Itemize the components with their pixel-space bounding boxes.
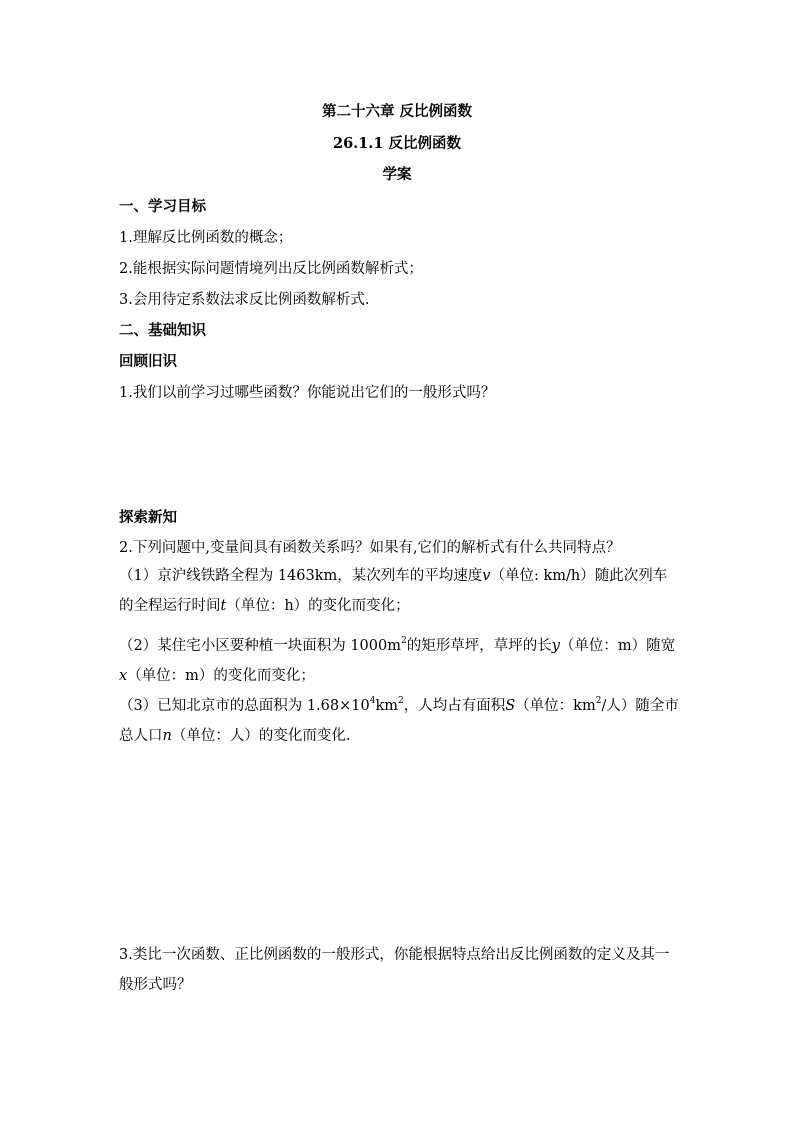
goal-item-1: 1.理解反比例函数的概念；	[119, 230, 293, 246]
question-2-part-3: （3）已知北京市的总面积为 $1.68\times 10^4km^2$，人均占有面积S（单位：$km^2/$人）随全市总人口n（单位：人）的变化而变化.	[119, 696, 679, 744]
goal-item-3: 3.会用待定系数法求反比例函数解析式.	[119, 292, 370, 308]
question-2-intro: 2.下列问题中,变量间具有函数关系吗？如果有,它们的解析式有什么共同特点？	[119, 540, 621, 556]
basics-heading: 二、基础知识	[119, 322, 206, 339]
explore-heading: 探索新知	[119, 509, 177, 526]
goal-item-2: 2.能根据实际问题情境列出反比例函数解析式；	[119, 261, 423, 277]
doc-type-title: 学案	[382, 166, 412, 183]
question-2-part-1: （1）京沪线铁路全程为 1463km，某次列车的平均速度v（单位: km/h）随此次列车的全程运行时间t（单位：h）的变化而变化；	[119, 568, 668, 614]
question-3: 3.类比一次函数、正比例函数的一般形式，你能根据特点给出反比例函数的定义及其一般形式吗？	[119, 947, 670, 993]
question-2-part-2: （2）某住宅小区要种植一块面积为 $1000m^2$的矩形草坪，草坪的长y（单位：m）随宽x（单位：m）的变化而变化；	[119, 636, 676, 684]
review-heading: 回顾旧识	[119, 353, 177, 370]
goals-heading: 一、学习目标	[119, 198, 206, 215]
section-title: 26.1.1 反比例函数	[332, 135, 461, 152]
chapter-title: 第二十六章 反比例函数	[321, 103, 473, 120]
review-question-1: 1.我们以前学习过哪些函数？你能说出它们的一般形式吗？	[119, 385, 496, 401]
